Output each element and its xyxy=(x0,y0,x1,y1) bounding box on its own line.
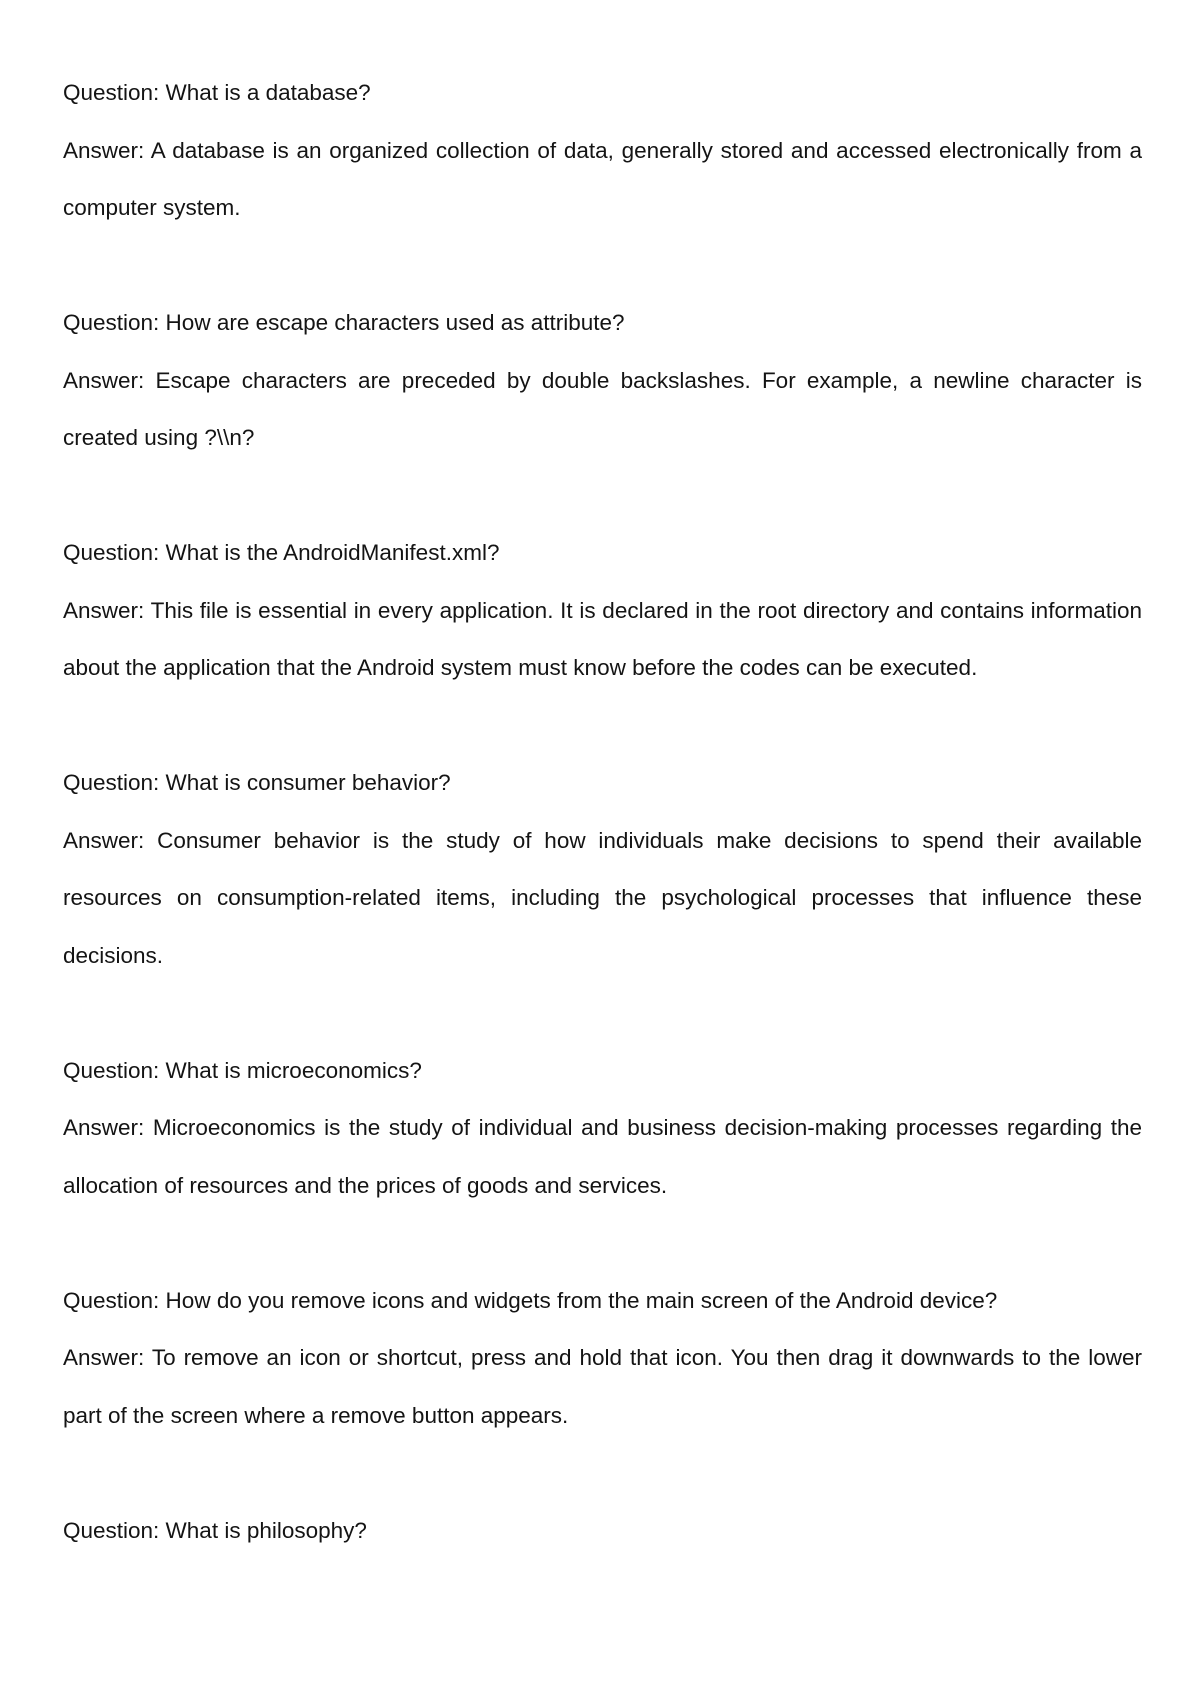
question-text: Question: What is a database? xyxy=(63,80,371,105)
question-text: Question: What is philosophy? xyxy=(63,1517,367,1543)
qa-item-android-icons xyxy=(63,1272,1142,1445)
question-text: Question: What is the AndroidManifest.xml? xyxy=(63,540,500,565)
question-text: Question: What is microeconomics? xyxy=(63,1057,422,1083)
answer-text: Answer: Consumer behavior is the study of how individuals make decisions to spend their available resources on consumption-related items, including the psychological processes that influence these decisions. xyxy=(63,827,1142,968)
answer-text: Answer: To remove an icon or shortcut, press and hold that icon. You then drag it downwards to the lower part of the screen where a remove button appears. xyxy=(63,1345,1142,1428)
question-text: Question: How do you remove icons and widgets from the main screen of the Android device? xyxy=(63,1287,998,1313)
question-text: Question: What is consumer behavior? xyxy=(63,770,451,795)
qa-item-escape-characters xyxy=(63,294,1142,467)
answer-text: Answer: Microeconomics is the study of individual and business decision-making processes regarding the allocation of resources and the prices of goods and services. xyxy=(63,1115,1142,1198)
qa-item-microeconomics xyxy=(63,1042,1142,1215)
qa-item-consumer-behavior xyxy=(63,754,1142,984)
qa-item-philosophy xyxy=(63,1502,1142,1560)
answer-text: Answer: A database is an organized collection of data, generally stored and accessed electronically from a computer system. xyxy=(63,137,1142,220)
qa-item-database xyxy=(63,64,1142,237)
qa-item-android-manifest xyxy=(63,524,1142,697)
answer-text: Answer: This file is essential in every application. It is declared in the root directory and contains information about the application that the Android system must know before the codes can be executed. xyxy=(63,597,1142,680)
question-text: Question: How are escape characters used as attribute? xyxy=(63,310,625,335)
answer-text: Answer: Escape characters are preceded by double backslashes. For example, a newline character is created using ?\\n? xyxy=(63,367,1142,450)
